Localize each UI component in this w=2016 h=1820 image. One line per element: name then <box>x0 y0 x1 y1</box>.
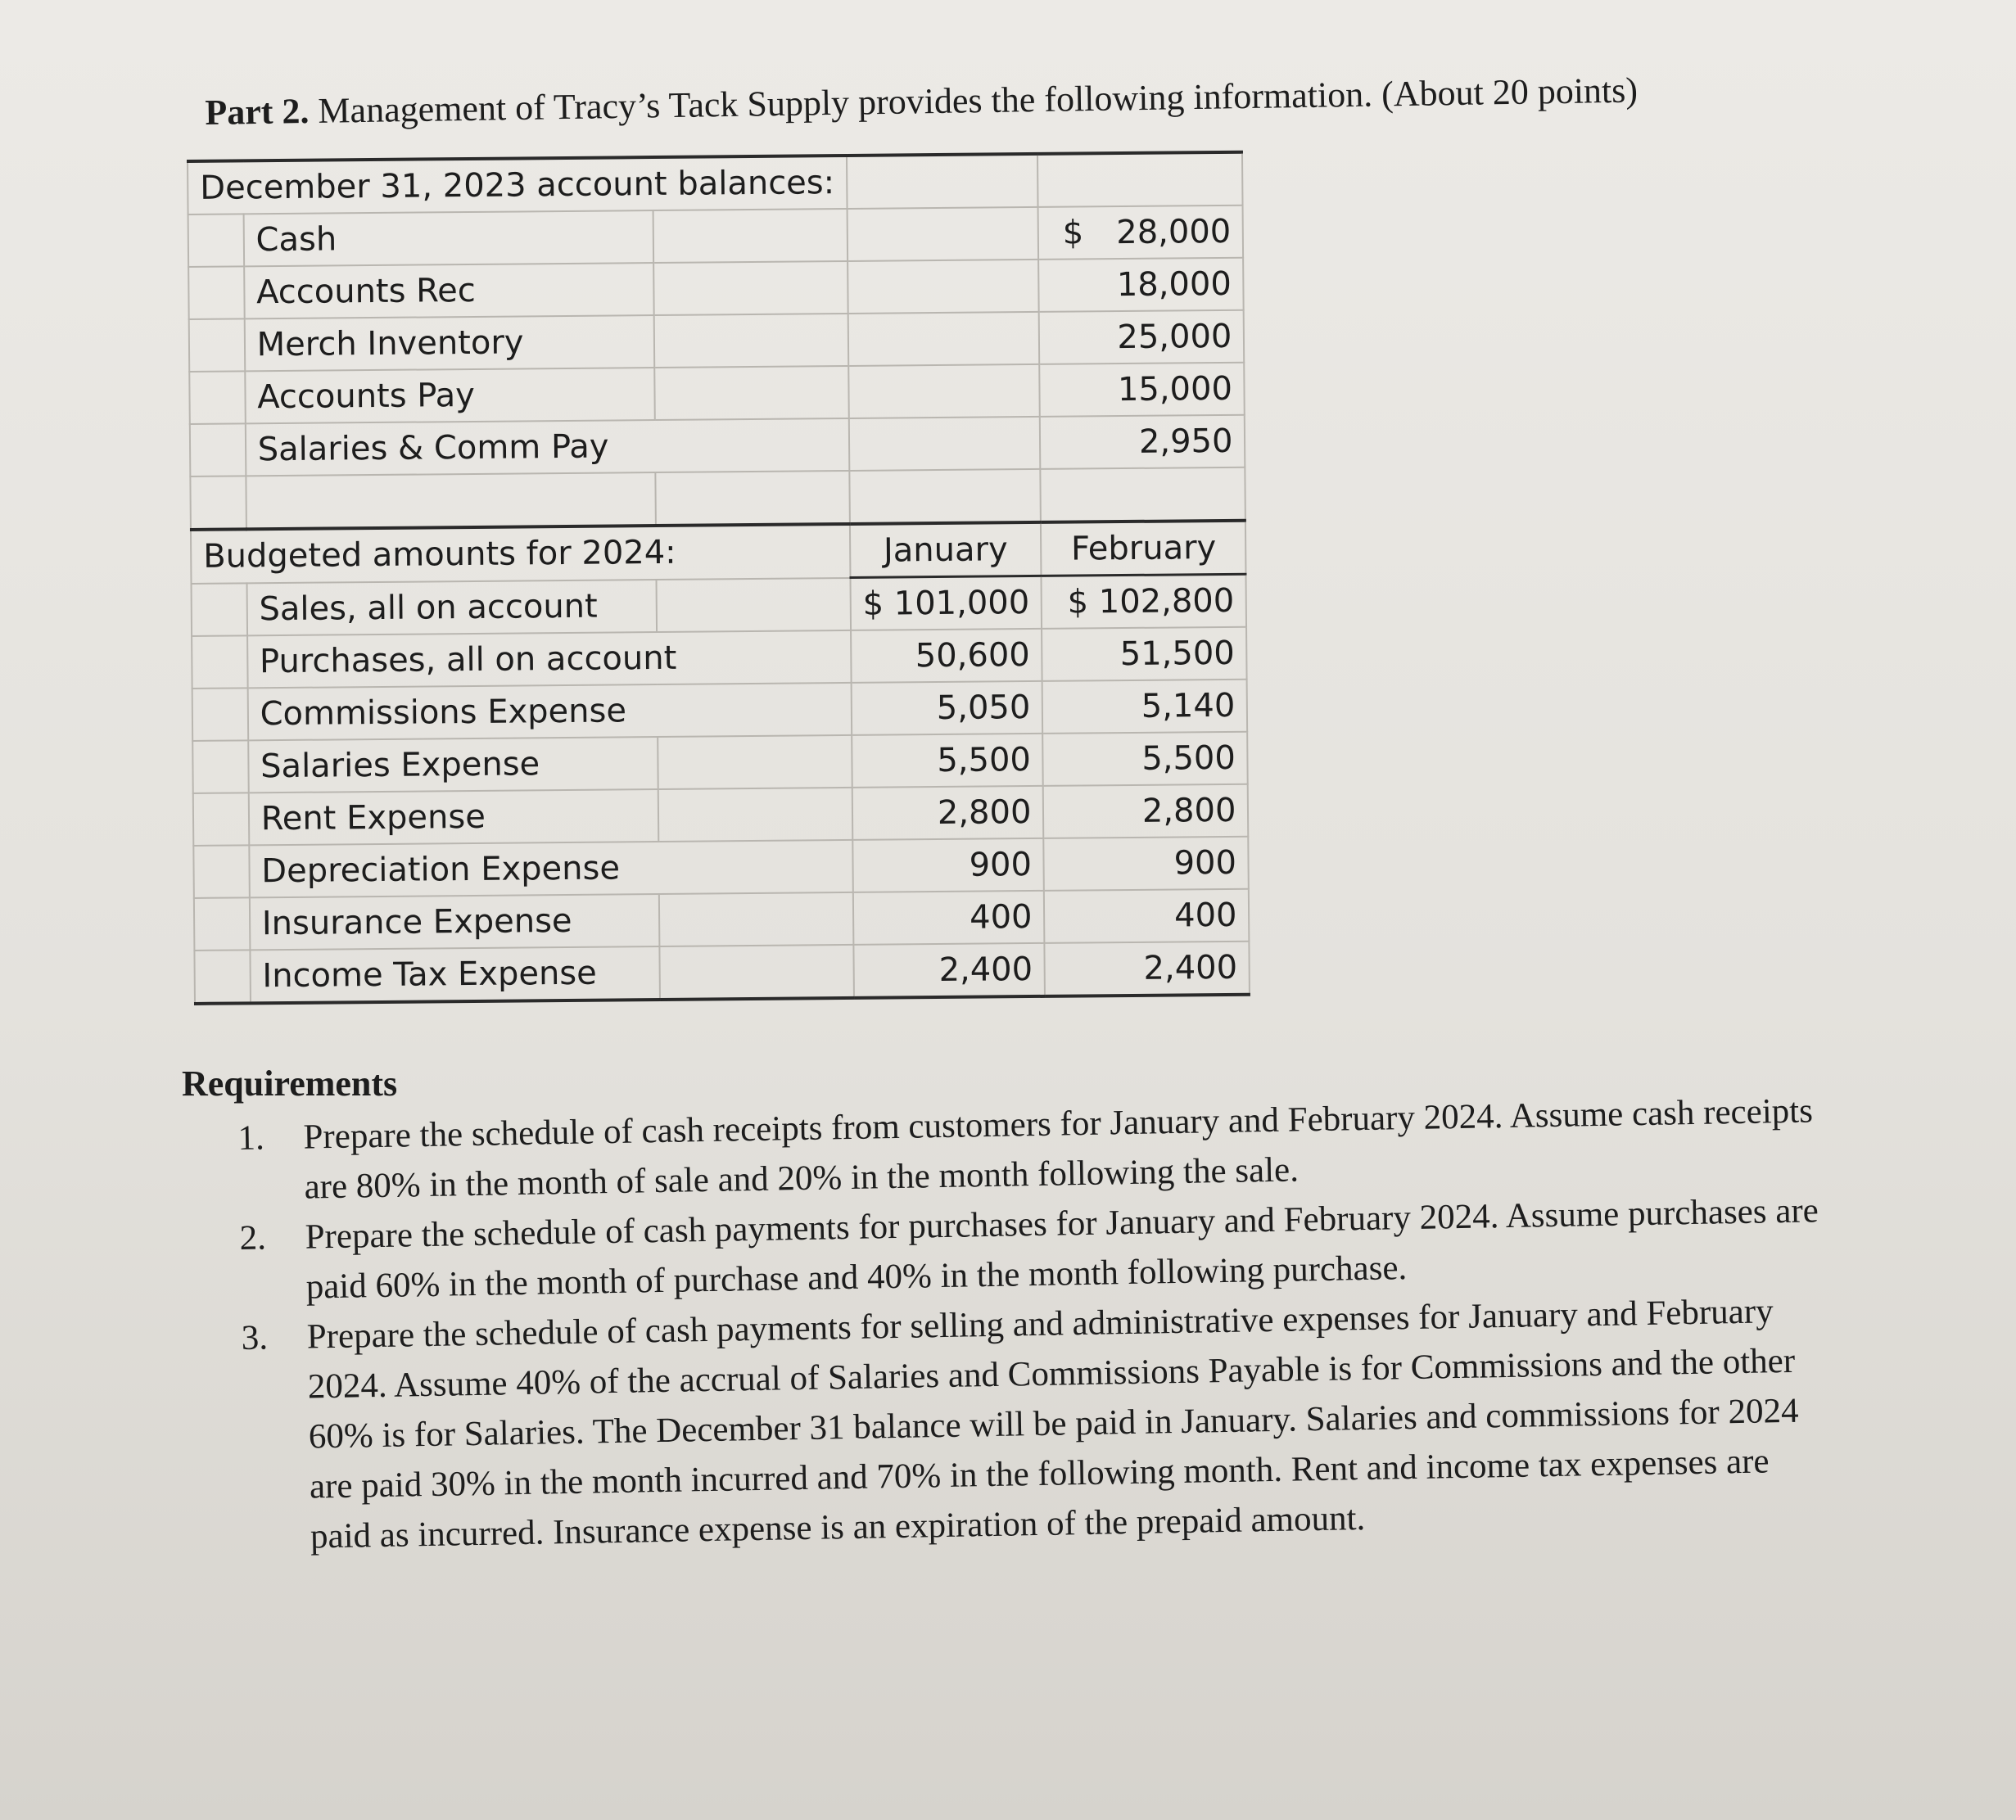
balance-label: Merch Inventory <box>244 315 654 371</box>
balance-row <box>188 258 1244 319</box>
heading-text: Management of Tracy’s Tack Supply provides the following information. (About 20 points) <box>318 70 1639 131</box>
budget-label: Sales, all on account <box>246 580 657 636</box>
budget-feb-value: 2,400 <box>1045 942 1250 996</box>
budget-jan-value: 400 <box>853 891 1045 945</box>
budget-label: Income Tax Expense <box>250 946 660 1003</box>
budget-row <box>193 837 1249 898</box>
balance-label: Accounts Rec <box>244 263 654 318</box>
requirement-item <box>241 1285 1833 1563</box>
column-header-january: January <box>850 522 1042 578</box>
balance-label: Accounts Pay <box>245 368 655 423</box>
balance-row <box>189 310 1245 372</box>
balance-value: $ 28,000 <box>1038 205 1244 260</box>
balance-row <box>190 415 1245 476</box>
budget-feb-value: 400 <box>1044 889 1250 943</box>
budget-title: Budgeted amounts for 2024: <box>191 524 850 584</box>
column-header-february: February <box>1041 521 1246 576</box>
budget-feb-value: 900 <box>1044 837 1250 891</box>
balance-value: 2,950 <box>1040 415 1245 469</box>
budget-row <box>192 574 1247 636</box>
balances-title-row <box>188 152 1243 215</box>
budget-header-row <box>191 521 1246 584</box>
requirement-number: 2. <box>239 1218 267 1258</box>
budget-jan-value: $ 101,000 <box>850 576 1042 630</box>
balance-label: Cash <box>243 210 653 266</box>
budget-feb-value: 5,140 <box>1042 680 1248 734</box>
budget-row <box>194 889 1250 951</box>
budget-label: Insurance Expense <box>250 894 660 950</box>
balance-value: 15,000 <box>1040 363 1245 417</box>
budget-jan-value: 50,600 <box>851 629 1042 683</box>
budget-feb-value: 5,500 <box>1043 732 1249 786</box>
budget-feb-value: 2,800 <box>1043 784 1249 838</box>
budget-label: Salaries Expense <box>248 737 658 793</box>
page-heading <box>205 70 1638 133</box>
balance-row <box>188 205 1244 267</box>
budget-feb-value: 51,500 <box>1042 627 1247 681</box>
budget-row <box>192 627 1247 689</box>
heading-part: Part 2. <box>205 91 310 133</box>
spreadsheet-table <box>187 151 1250 1005</box>
requirement-number: 3. <box>241 1318 269 1357</box>
budget-label: Purchases, all on account <box>247 630 852 688</box>
budget-row <box>192 732 1248 793</box>
budget-row <box>194 942 1250 1004</box>
budget-row <box>192 680 1248 741</box>
budget-label: Depreciation Expense <box>249 840 853 897</box>
requirement-number: 1. <box>237 1118 265 1158</box>
requirement-text: Prepare the schedule of cash payments for selling and administrative expenses for January and February 2024. Assume 40% of the accrual of Salaries and Commissions Payable is for Commissions and the other 60% is for Salaries. The December 31 balance will be paid in January. Salaries and commissions for 2024 are paid 30% in the month incurred and 70% in the following month. Rent and income tax expenses are paid as incurred. Insurance expense is an expiration of the prepaid amount. <box>306 1292 1799 1556</box>
requirement-text: Prepare the schedule of cash receipts from customers for January and February 2024. Assume cash receipts are 80% in the month of sale and 20% in the month following the sale. <box>303 1091 1814 1207</box>
requirements-list <box>237 1086 1833 1563</box>
balance-label: Salaries & Comm Pay <box>246 418 850 476</box>
budget-jan-value: 5,500 <box>852 734 1043 788</box>
empty-row <box>190 467 1245 530</box>
balances-title: December 31, 2023 account balances: <box>188 156 847 215</box>
budget-jan-value: 2,400 <box>853 943 1045 998</box>
budget-jan-value: 900 <box>852 838 1044 892</box>
budget-feb-value: $ 102,800 <box>1042 574 1247 629</box>
dollar-sign: $ <box>1062 214 1084 252</box>
requirement-text: Prepare the schedule of cash payments for purchases for January and February 2024. Assume purchases are paid 60% in the month of purchase and 40% in the month following purchase. <box>305 1191 1819 1307</box>
budget-label: Commissions Expense <box>247 683 852 740</box>
balance-value: 25,000 <box>1039 310 1245 364</box>
balance-value: 18,000 <box>1039 258 1245 312</box>
budget-row <box>193 784 1249 846</box>
budget-label: Rent Expense <box>248 789 658 845</box>
requirements-title: Requirements <box>182 1064 398 1104</box>
budget-jan-value: 2,800 <box>852 786 1044 840</box>
budget-jan-value: 5,050 <box>851 681 1042 735</box>
balance-row <box>189 363 1245 424</box>
